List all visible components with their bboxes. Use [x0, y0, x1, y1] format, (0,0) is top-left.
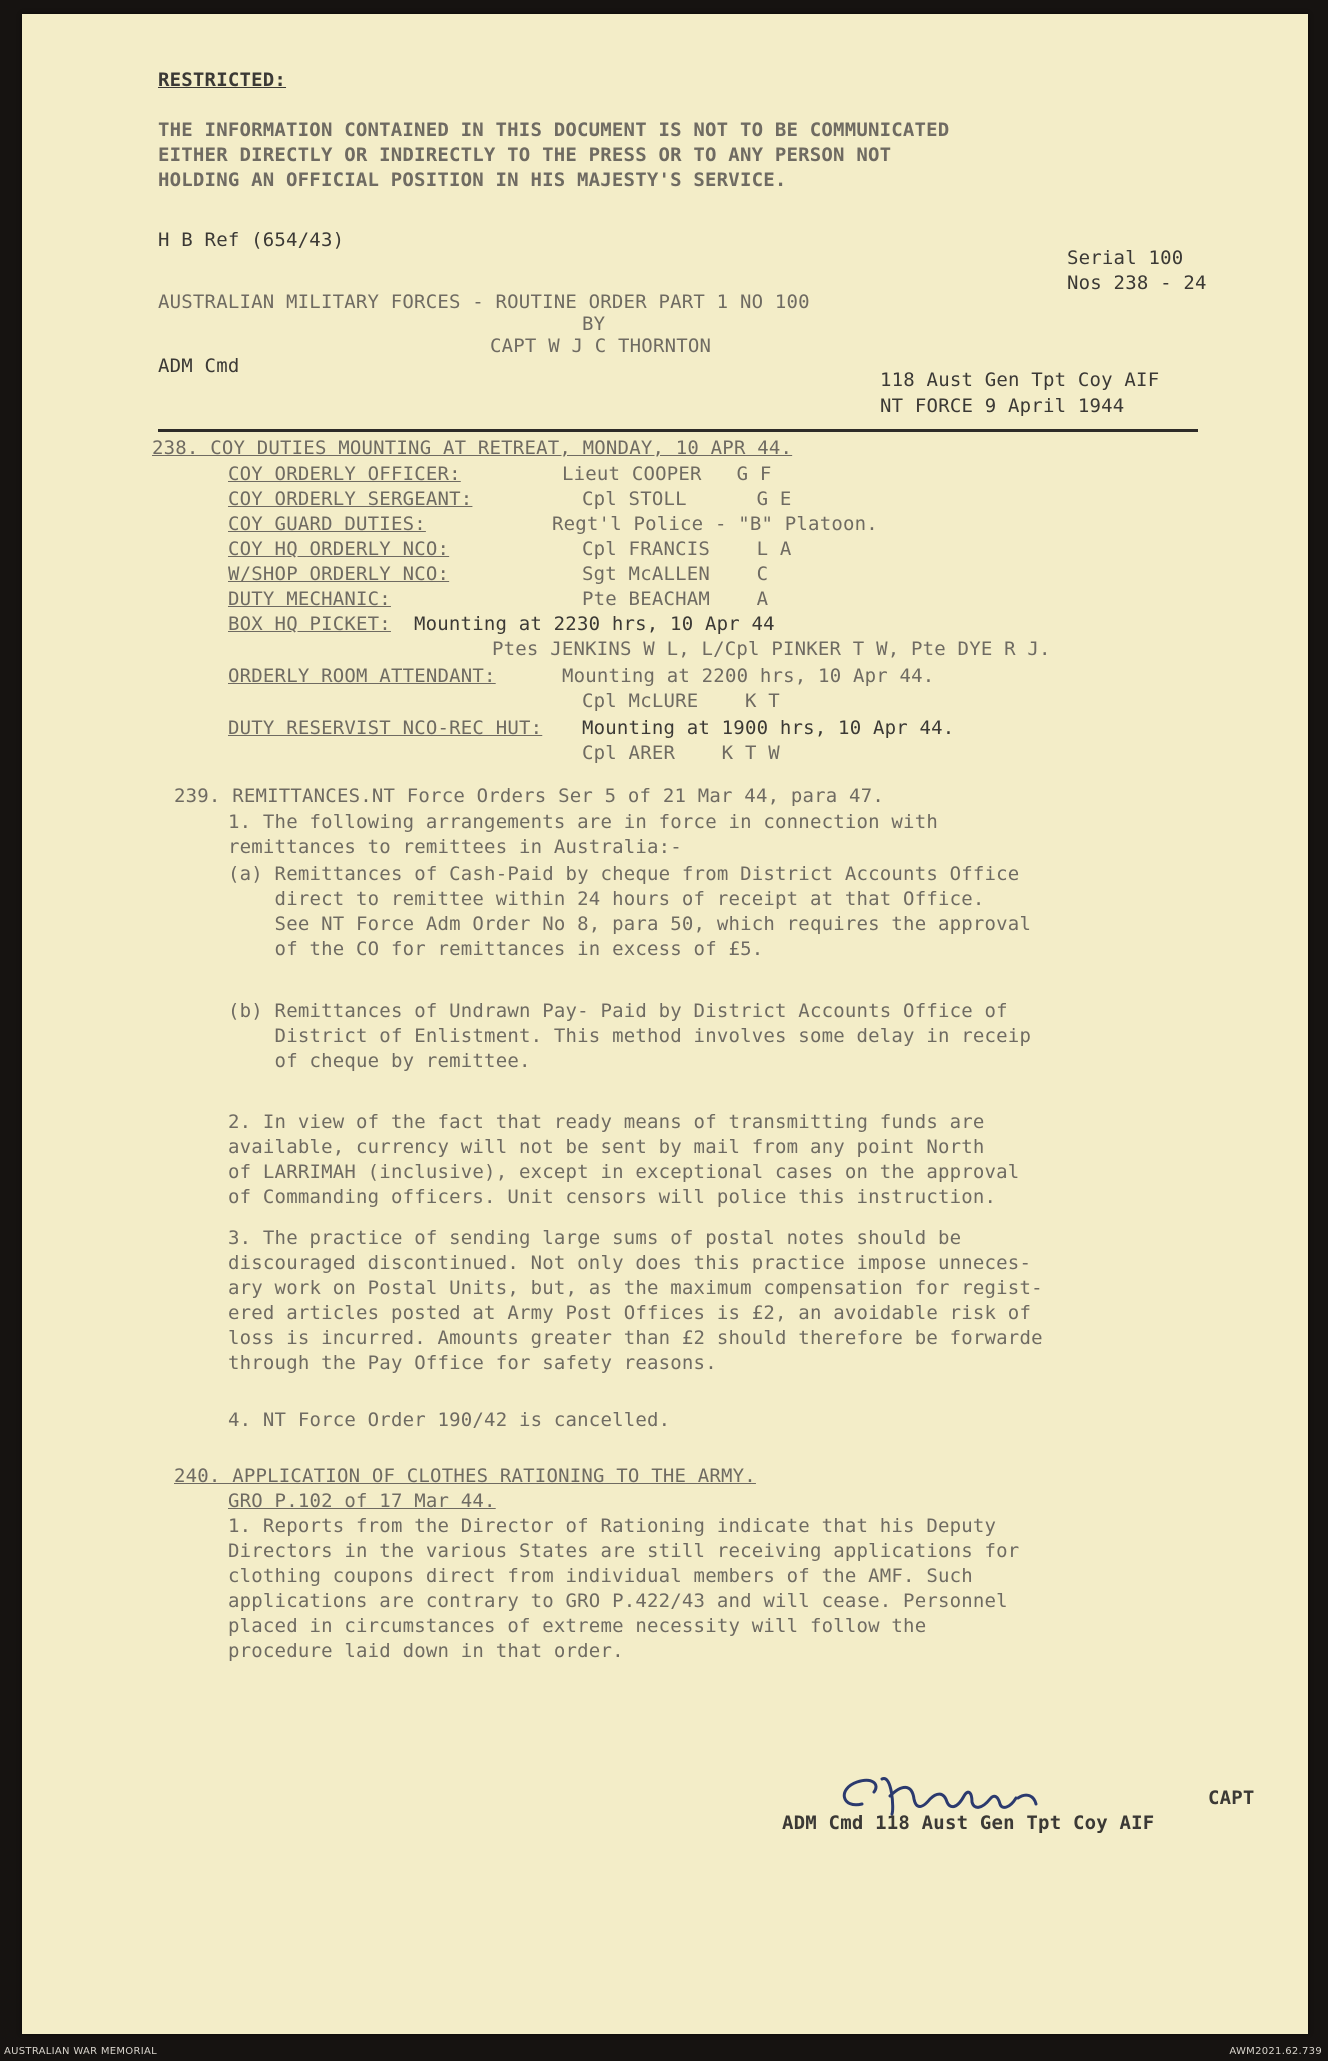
- notice-line-1: THE INFORMATION CONTAINED IN THIS DOCUMENT IS NOT TO BE COMMUNICATED: [158, 119, 950, 141]
- ref-number: H B Ref (654/43): [158, 229, 345, 251]
- footer-accession-number: AWM2021.62.739: [1229, 2046, 1322, 2057]
- adm-label: ADM Cmd: [158, 355, 240, 377]
- order-240-subheading: GRO P.102 of 17 Mar 44.: [228, 1490, 496, 1512]
- document-page: [22, 14, 1308, 2034]
- notice-line-3: HOLDING AN OFFICIAL POSITION IN HIS MAJESTY'S SERVICE.: [158, 169, 787, 191]
- order-numbers: Nos 238 - 24: [1067, 272, 1207, 294]
- duty-label: W/SHOP ORDERLY NCO:: [228, 563, 450, 585]
- order-239-line: of Commanding officers. Unit censors will police this instruction.: [228, 1186, 997, 1208]
- order-239-line: 2. In view of the fact that ready means of transmitting funds are: [228, 1111, 985, 1133]
- picket-names: Ptes JENKINS W L, L/Cpl PINKER T W, Pte DYE R J.: [492, 638, 1051, 660]
- duty-label: COY ORDERLY OFFICER:: [228, 463, 461, 485]
- order-239-line: of the CO for remittances in excess of £5.: [228, 938, 764, 960]
- order-239-line: (a) Remittances of Cash-Paid by cheque from District Accounts Office: [228, 863, 1020, 885]
- restricted-label: RESTRICTED:: [158, 69, 287, 91]
- duty-label: COY HQ ORDERLY NCO:: [228, 538, 450, 560]
- officer-name: CAPT W J C THORNTON: [490, 335, 712, 357]
- order-239-line: (b) Remittances of Undrawn Pay- Paid by District Accounts Office of: [228, 1000, 1008, 1022]
- order-239-heading: 239. REMITTANCES.NT Force Orders Ser 5 of 21 Mar 44, para 47.: [174, 785, 884, 807]
- header-divider: [158, 429, 1198, 432]
- order-239-line: See NT Force Adm Order No 8, para 50, which requires the approval: [228, 913, 1032, 935]
- duty-label: COY ORDERLY SERGEANT:: [228, 488, 473, 510]
- rec-hut-value: Mounting at 1900 hrs, 10 Apr 44.: [582, 717, 955, 739]
- document-title: AUSTRALIAN MILITARY FORCES - ROUTINE ORDER PART 1 NO 100: [158, 291, 810, 313]
- duty-value: Cpl FRANCIS L A: [582, 538, 792, 560]
- duty-label: DUTY MECHANIC:: [228, 588, 391, 610]
- duty-value: Sgt McALLEN C: [582, 563, 769, 585]
- order-239-line: remittances to remittees in Australia:-: [228, 836, 682, 858]
- unit-name: 118 Aust Gen Tpt Coy AIF: [880, 369, 1160, 391]
- signature-unit: ADM Cmd 118 Aust Gen Tpt Coy AIF: [782, 1812, 1155, 1834]
- order-240-line: Directors in the various States are still receiving applications for: [228, 1540, 1020, 1562]
- order-239-line: of LARRIMAH (inclusive), except in exceptional cases on the approval: [228, 1161, 1020, 1183]
- order-240-line: clothing coupons direct from individual members of the AMF. Such: [228, 1565, 973, 1587]
- order-239-line: District of Enlistment. This method involves some delay in receip: [228, 1025, 1032, 1047]
- notice-line-2: EITHER DIRECTLY OR INDIRECTLY TO THE PRESS OR TO ANY PERSON NOT: [158, 144, 892, 166]
- picket-label: BOX HQ PICKET:: [228, 613, 391, 635]
- picket-value: Mounting at 2230 hrs, 10 Apr 44: [414, 613, 775, 635]
- order-240-line: procedure laid down in that order.: [228, 1640, 624, 1662]
- order-239-line: available, currency will not be sent by mail from any point North: [228, 1136, 985, 1158]
- duty-label: COY GUARD DUTIES:: [228, 513, 426, 535]
- signature-rank: CAPT: [1208, 1787, 1255, 1809]
- duty-value: Pte BEACHAM A: [582, 588, 769, 610]
- order-239-line: ary work on Postal Units, but, as the maximum compensation for regist-: [228, 1277, 1043, 1299]
- serial-number: Serial 100: [1067, 247, 1184, 269]
- duty-value: Regt'l Police - "B" Platoon.: [552, 513, 878, 535]
- dateline: NT FORCE 9 April 1944: [880, 395, 1125, 417]
- order-239-line: 1. The following arrangements are in force in connection with: [228, 811, 938, 833]
- order-239-line: direct to remittee within 24 hours of receipt at that Office.: [228, 888, 985, 910]
- order-238-heading: 238. COY DUTIES MOUNTING AT RETREAT, MONDAY, 10 APR 44.: [152, 437, 793, 459]
- order-239-line: ered articles posted at Army Post Offices is £2, an avoidable risk of: [228, 1302, 1032, 1324]
- order-240-heading: 240. APPLICATION OF CLOTHES RATIONING TO THE ARMY.: [174, 1465, 756, 1487]
- by-label: BY: [582, 313, 606, 335]
- order-240-line: 1. Reports from the Director of Rationing indicate that his Deputy: [228, 1515, 997, 1537]
- order-240-line: placed in circumstances of extreme necessity will follow the: [228, 1615, 927, 1637]
- footer-credit: AUSTRALIAN WAR MEMORIAL: [4, 2046, 157, 2057]
- order-239-line: loss is incurred. Amounts greater than £2 should therefore be forwarde: [228, 1327, 1043, 1349]
- order-239-line: 3. The practice of sending large sums of postal notes should be: [228, 1227, 962, 1249]
- order-239-line: through the Pay Office for safety reasons.: [228, 1352, 717, 1374]
- rec-hut-label: DUTY RESERVIST NCO-REC HUT:: [228, 717, 543, 739]
- order-239-line: discouraged discontinued. Not only does this practice impose unneces-: [228, 1252, 1032, 1274]
- orderly-room-value: Mounting at 2200 hrs, 10 Apr 44.: [562, 665, 935, 687]
- duty-value: Lieut COOPER G F: [562, 463, 772, 485]
- duty-value: Cpl STOLL G E: [582, 488, 792, 510]
- orderly-room-name: Cpl McLURE K T: [582, 690, 780, 712]
- rec-hut-name: Cpl ARER K T W: [582, 742, 780, 764]
- order-239-line: of cheque by remittee.: [228, 1050, 531, 1072]
- order-239-line: 4. NT Force Order 190/42 is cancelled.: [228, 1409, 671, 1431]
- order-240-line: applications are contrary to GRO P.422/43 and will cease. Personnel: [228, 1590, 1008, 1612]
- orderly-room-label: ORDERLY ROOM ATTENDANT:: [228, 665, 496, 687]
